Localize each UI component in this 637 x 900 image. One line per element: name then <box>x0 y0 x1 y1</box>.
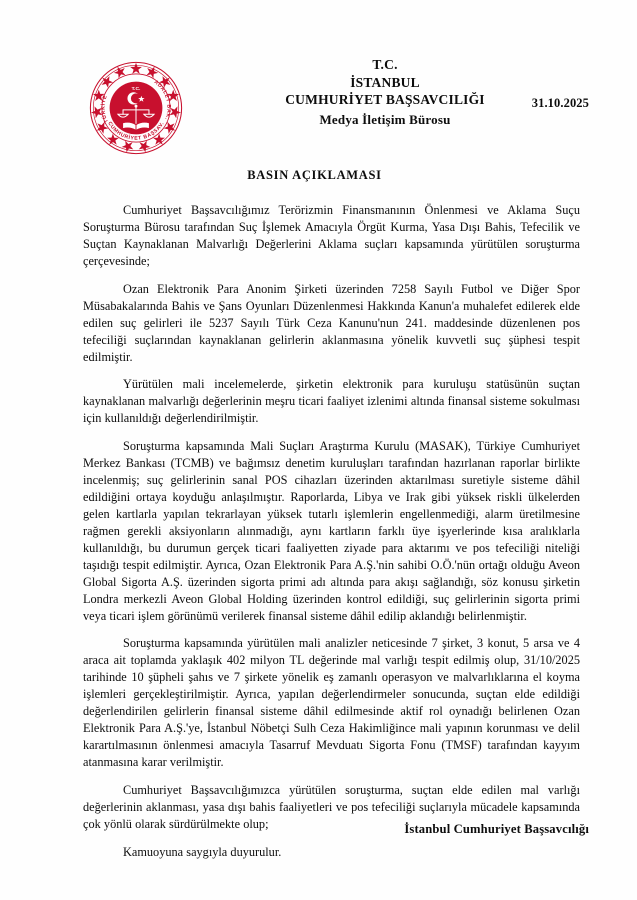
svg-text:CUMHURİYET BAŞSAV.: CUMHURİYET BAŞSAV. <box>106 120 166 142</box>
header-line-tc: T.C. <box>372 57 398 72</box>
signature-line: İstanbul Cumhuriyet Başsavcılığı <box>404 822 589 836</box>
header-line-bureau: Medya İletişim Bürosu <box>319 111 451 127</box>
paragraph: Kamuoyuna saygıyla duyurulur. <box>123 844 282 859</box>
svg-text:T.C.: T.C. <box>131 86 141 93</box>
header-line-office: CUMHURİYET BAŞSAVCILIĞI <box>285 92 485 108</box>
svg-text:ADALET BAK.: ADALET BAK. <box>152 79 172 121</box>
paragraph: Yürütülen mali incelemelerde, şirketin elektronik para kuruluşu statüsünün suçtan kaynaklanan malvarlığı değerlerinin meşru ticari faaliyet izlenimi altında finansal sisteme sokulması için kullanıldığı değerlendirilmiştir. <box>83 377 580 426</box>
page-title-text: BASIN AÇIKLAMASI <box>247 168 382 182</box>
document-date: 31.10.2025 <box>531 96 589 110</box>
document-header <box>0 52 637 172</box>
paragraph: Cumhuriyet Başsavcılığımızca yürütülen soruşturma, suçtan elde edilen mal varlığı değerlerinin aklanması, yasa dışı bahis faaliyetleri ve pos tefeciliği suçlarıyla mücadele kapsamında çok yönlü olarak sürdürülmekte olup; <box>83 782 580 832</box>
paragraph: Ozan Elektronik Para Anonim Şirketi üzerinden 7258 Sayılı Futbol ve Diğer Spor Müsabakalarında Bahis ve Şans Oyunları Düzenlenmesi Hakkında Kanun'a muhalefet edilerek elde edilen suç gelirleri ile 5237 Sayılı Türk Ceza Kanunu'nun 241. maddesinde düzenlenen pos tefeciliği suçlarından kaynaklanan gelirlerin aklanmasına yönelik kuvvetli suç şüphesi tespit edilmiştir. <box>83 281 580 364</box>
institution-title-block <box>190 56 580 129</box>
paragraph: Cumhuriyet Başsavcılığımız Terörizmin Finansmanının Önlenmesi ve Aklama Suçu Soruşturma Bürosu tarafından Suç İşlemek Amacıyla Örgüt Kurma, Yasa Dışı Bahis, Tefecilik ve Suçtan Kaynaklanan Malvarlığı Değerlerini Aklama suçları kapsamında yürütülen soruşturma çerçevesinde; <box>83 203 580 269</box>
paragraph: Soruşturma kapsamında yürütülen mali analizler neticesinde 7 şirket, 3 konut, 5 arsa ve 4 araca ait toplamda yaklaşık 402 milyon TL değerinde mal varlığı tespit edilmiş olup, 31/10/2025 tarihinde 10 şüpheli şahıs ve 7 şirkete yönelik eş zamanlı operasyon ve malvarlıklarına el koyma işlemleri gerçekleştirilmiştir. Ayrıca, yapılan değerlendirmeler sonucunda, suçtan elde edildiği değerlendirilen gelirlerin finansal sisteme dâhil edilmesinde aktif rol oynadığı belirlenen Ozan Elektronik Para A.Ş.'ye, İstanbul Nöbetçi Sulh Ceza Hakimliğince mali yapının korunması ve delil karartılmasının önlenmesi amacıyla Tasarruf Mevduatı Sigorta Fonu (TMSF) tarafından kayyım atanmasına karar verilmiştir. <box>83 636 580 770</box>
paragraph: Soruşturma kapsamında Mali Suçları Araştırma Kurulu (MASAK), Türkiye Cumhuriyet Merkez Bankası (TCMB) ve bağımsız denetim kuruluşları tarafından hazırlanan raporlar birlikte incelenmiş; suç gelirlerinin sanal POS cihazları üzerinden aktarılması suretiyle sisteme dâhil edildiğini ortaya koyduğu anlaşılmıştır. Raporlarda, Libya ve Irak gibi yüksek riskli ülkelerden gelen kartlarla yapılan tekrarlayan yüksek tutarlı işlemlerin engellenmediği, alarm üretilmesine rağmen gerekli aksiyonların alınmadığı, aynı kartların farklı üye işyerlerinde kısa aralıklarla kullanıldığı, bu durumun gerçek ticari faaliyetten ziyade para aktarımı ve pos tefeciliği niteliği taşıdığı tespit edilmiştir. Ayrıca, Ozan Elektronik Para A.Ş.'nin sahibi O.Ö.'nün ortağı olduğu Aveon Global Sigorta A.Ş. üzerinden sigorta primi adı altında para akışı sağlandığı, söz konusu şirketin Londra merkezli Aveon Global Holding üzerinden kontrol edildiği, suç gelirlerinin sigorta primi veya ticari işlem görünümü verilerek finansal sisteme dâhil edilip aklandığı belirlenmiştir. <box>83 438 580 623</box>
turkish-ministry-of-justice-seal-icon <box>88 60 184 156</box>
document-body <box>83 202 580 861</box>
svg-text:TÜRKİYE: TÜRKİYE <box>100 94 110 124</box>
page-title <box>0 168 637 183</box>
header-line-city: İSTANBUL <box>350 74 420 90</box>
